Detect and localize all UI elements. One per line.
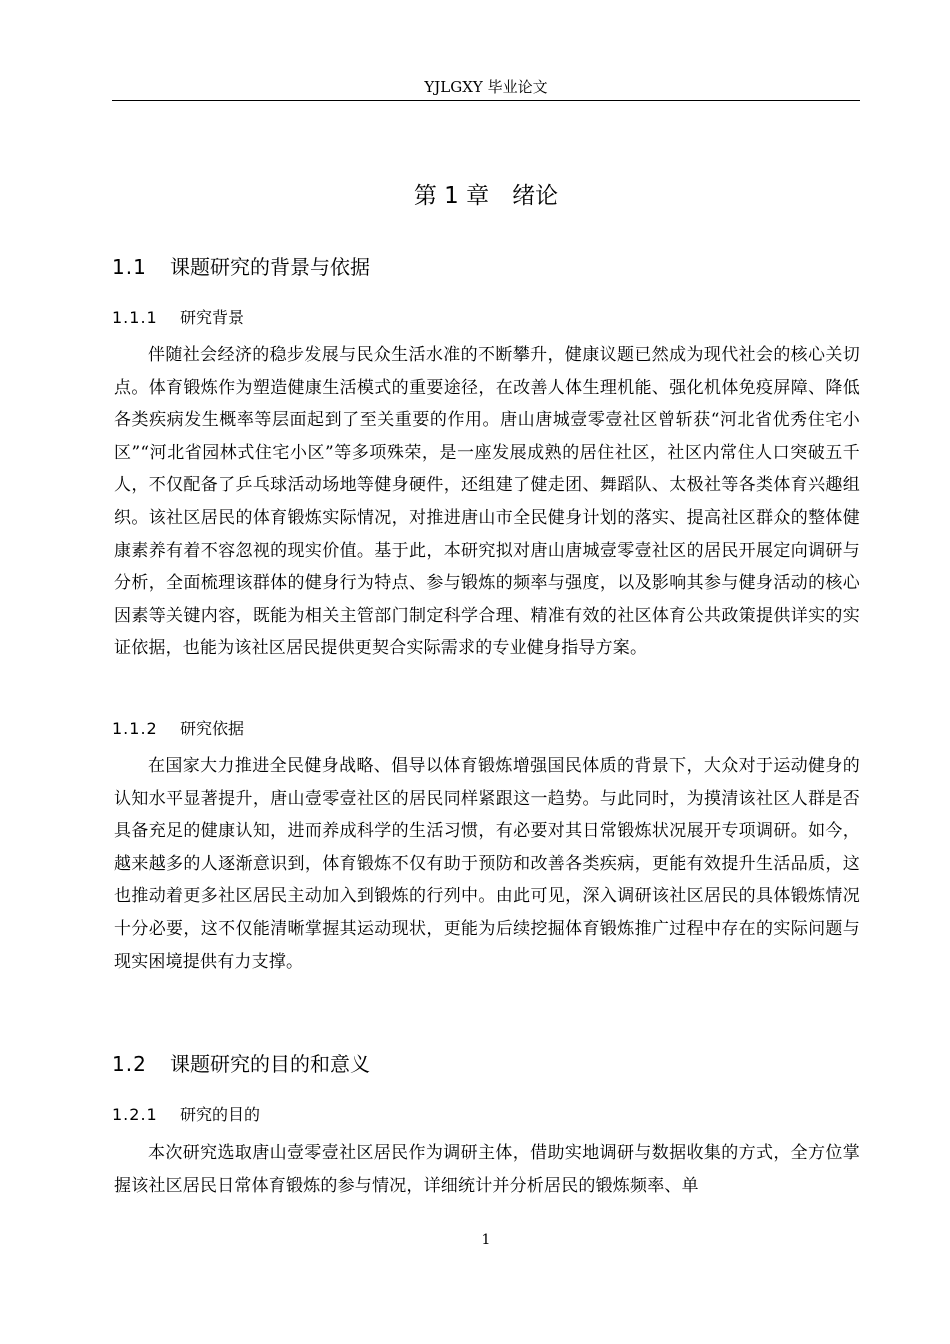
section-title: 研究依据 [180, 719, 245, 738]
header-rule [112, 100, 860, 101]
subsection-heading-1-1-1 [112, 307, 244, 329]
page-header: YJLGXY 毕业论文 [424, 78, 548, 96]
page-number: 1 [481, 1232, 491, 1248]
subsection-heading-1-2-1 [112, 1104, 260, 1126]
section-title: 课题研究的背景与依据 [170, 255, 370, 279]
subsection-heading-1-1-2 [112, 718, 244, 740]
section-number: 1.1.2 [112, 719, 158, 738]
section-title: 课题研究的目的和意义 [170, 1052, 370, 1076]
section-number: 1.2.1 [112, 1105, 158, 1124]
paragraph-research-background: 伴随社会经济的稳步发展与民众生活水准的不断攀升，健康议题已然成为现代社会的核心关切点。体育锻炼作为塑造健康生活模式的重要途径，在改善人体生理机能、强化机体免疫屏障、降低各类疾病发生概率等层面起到了至关重要的作用。唐山唐城壹零壹社区曾斩获“河北省优秀住宅小区”“河北省园林式住宅小区”等多项殊荣，是一座发展成熟的居住社区，社区内常住人口突破五千人，不仅配备了乒乓球活动场地等健身硬件，还组建了健走团、舞蹈队、太极社等各类体育兴趣组织。该社区居民的体育锻炼实际情况，对推进唐山市全民健身计划的落实、提高社区群众的整体健康素养有着不容忽视的现实价值。基于此，本研究拟对唐山唐城壹零壹社区的居民开展定向调研与分析，全面梳理该群体的健身行为特点、参与锻炼的频率与强度，以及影响其参与健身活动的核心因素等关键内容，既能为相关主管部门制定科学合理、精准有效的社区体育公共政策提供详实的实证依据，也能为该社区居民提供更契合实际需求的专业健身指导方案。 [114, 345, 860, 659]
chapter-title: 第 1 章 绪论 [413, 183, 559, 209]
section-title: 研究的目的 [180, 1105, 261, 1124]
section-number: 1.2 [112, 1052, 147, 1076]
paragraph-research-basis: 在国家大力推进全民健身战略、倡导以体育锻炼增强国民体质的背景下，大众对于运动健身的认知水平显著提升，唐山壹零壹社区的居民同样紧跟这一趋势。与此同时，为摸清该社区人群是否具备充足的健康认知，进而养成科学的生活习惯，有必要对其日常锻炼状况展开专项调研。如今，越来越多的人逐渐意识到，体育锻炼不仅有助于预防和改善各类疾病，更能有效提升生活品质，这也推动着更多社区居民主动加入到锻炼的行列中。由此可见，深入调研该社区居民的具体锻炼情况十分必要，这不仅能清晰掌握其运动现状，更能为后续挖掘体育锻炼推广过程中存在的实际问题与现实困境提供有力支撑。 [114, 756, 860, 972]
section-heading-1-2 [112, 1051, 370, 1077]
paragraph-research-purpose: 本次研究选取唐山壹零壹社区居民作为调研主体，借助实地调研与数据收集的方式，全方位掌握该社区居民日常体育锻炼的参与情况，详细统计并分析居民的锻炼频率、单 [114, 1143, 860, 1196]
section-number: 1.1.1 [112, 308, 158, 327]
section-number: 1.1 [112, 255, 147, 279]
section-title: 研究背景 [180, 308, 245, 327]
section-heading-1-1 [112, 254, 370, 280]
